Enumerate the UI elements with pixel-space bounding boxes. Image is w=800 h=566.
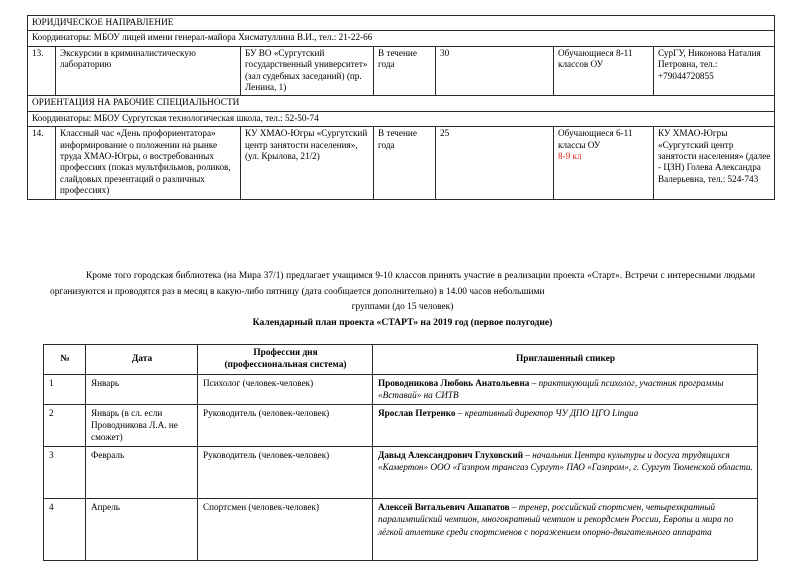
row-speaker-description: начальник Центра культуры и досуга трудящихся «Камертон» ООО «Газпром трансгаз Сургут» ПАО «Газпром», г. Сургут Тюменской области. (378, 449, 753, 473)
table-row (44, 446, 758, 498)
row-place: КУ ХМАО-Югры «Сургутский центр занятости населения», (ул. Крылова, 21/2) (241, 127, 374, 199)
library-paragraph-lastline: группами (до 15 человек) (351, 302, 454, 313)
row-speaker-name: Проводникова Любовь Анатольевна (378, 377, 530, 388)
table-row (28, 127, 775, 199)
row-date: В течение года (374, 46, 436, 96)
row-responsible: КУ ХМАО-Югры «Сургутский центр занятости населения» (далее - ЦЗН) Голева Александра Валерьевна, тел.: 524-743 (654, 127, 775, 199)
section-coordinators-working-specialties: Координаторы: МБОУ Сургутская технологическая школа, тел.: 52-50-74 (28, 111, 775, 126)
row-audience-text: Обучающиеся 6-11 классы ОУ (558, 128, 633, 150)
row-profession: Руководитель (человек-человек) (198, 404, 373, 446)
library-paragraph-text: Кроме того городская библиотека (на Мира 37/1) предлагает учащимся 9-10 классов принять участие в реализации проекта «Старт». Встречи с интересными людьми организуются и проводятся раз в месяц в какую-либо пятницу (дата сообщается дополнительно) в 14.00 часов небольшими (50, 271, 755, 297)
row-place: БУ ВО «Сургутский государственный университет» (зал судебных заседаний) (пр. Ленина, 1) (241, 46, 374, 96)
section-title-working-specialties: ОРИЕНТАЦИЯ НА РАБОЧИЕ СПЕЦИАЛЬНОСТИ (28, 96, 775, 111)
row-audience-text: Обучающиеся 8-11 классов ОУ (558, 47, 633, 70)
directions-table-container (27, 15, 774, 200)
row-audience (554, 127, 654, 199)
row-speaker-dash: – (529, 377, 539, 388)
section-title-legal: ЮРИДИЧЕСКОЕ НАПРАВЛЕНИЕ (28, 16, 775, 31)
row-count: 30 (436, 46, 554, 96)
row-speaker-dash: – (455, 407, 465, 418)
row-number: 4 (44, 498, 86, 560)
plan-title: Календарный план проекта «СТАРТ» на 2019 год (первое полугодие) (252, 317, 553, 328)
start-plan-table-container (43, 344, 757, 561)
row-audience-highlight: 8-9 кл (558, 151, 582, 162)
header-date: Дата (86, 345, 198, 375)
row-event: Экскурсии в криминалистическую лабораторию (56, 46, 241, 96)
row-audience (554, 46, 654, 96)
start-plan-table (43, 344, 758, 561)
table-row (44, 374, 758, 404)
row-profession: Руководитель (человек-человек) (198, 446, 373, 498)
table-header-row (44, 345, 758, 360)
row-event: Классный час «День профориентатора» информирование о положении на рынке труда ХМАО-Югры, о востребованных профессиях (показ мультфильмов, роликов, слайдовых презентаций о различных профессиях) (56, 127, 241, 199)
row-date: В течение года (374, 127, 436, 199)
section-coordinators-row (28, 111, 775, 126)
row-number: 13. (28, 46, 56, 96)
row-speaker-name: Алексей Витальевич Ашапатов (378, 501, 510, 512)
row-date: Апрель (86, 498, 198, 560)
section-coordinators-row (28, 31, 775, 46)
row-profession: Спортсмен (человек-человек) (198, 498, 373, 560)
row-speaker (373, 404, 758, 446)
library-paragraph (50, 269, 755, 316)
row-speaker-description: практикующий психолог, участник программы «Вставай» на СИТВ (378, 377, 724, 401)
row-speaker (373, 374, 758, 404)
header-speaker: Приглашенный спикер (373, 345, 758, 375)
row-responsible: СурГУ, Никонова Наталия Петровна, тел.: +79044720855 (654, 46, 775, 96)
header-number: № (44, 345, 86, 375)
row-speaker-description: тренер, российский спортсмен, четырехкратный паралимпийский чемпион, многократный чемпион и рекордсмен России, Европы и мира по лёгкой атлетике среди спортсменов с поражением опорно-двигательного аппарата (378, 501, 734, 537)
table-row (44, 404, 758, 446)
section-title-row (28, 96, 775, 111)
row-date: Январь (86, 374, 198, 404)
row-speaker-dash: – (523, 449, 533, 460)
row-date: Январь (в сл. если Проводникова Л.А. не сможет) (86, 404, 198, 446)
table-row (44, 498, 758, 560)
row-speaker-name: Давыд Александрович Глуховский (378, 449, 524, 460)
row-number: 1 (44, 374, 86, 404)
row-number: 2 (44, 404, 86, 446)
header-profession-line1: Профессия дня (198, 345, 373, 360)
directions-table (27, 15, 775, 200)
row-speaker-name: Ярослав Петренко (378, 407, 456, 418)
row-speaker-description: креативный директор ЧУ ДПО ЦГО Lingua (464, 407, 639, 418)
section-coordinators-legal: Координаторы: МБОУ лицей имени генерал-майора Хисматуллина В.И., тел.: 21-22-66 (28, 31, 775, 46)
row-date: Февраль (86, 446, 198, 498)
row-speaker (373, 498, 758, 560)
header-profession-line2: (профессиональная система) (198, 359, 373, 374)
table-row (28, 46, 775, 96)
row-number: 14. (28, 127, 56, 199)
row-speaker (373, 446, 758, 498)
row-count: 25 (436, 127, 554, 199)
row-profession: Психолог (человек-человек) (198, 374, 373, 404)
row-number: 3 (44, 446, 86, 498)
section-title-row (28, 16, 775, 31)
row-speaker-dash: – (509, 501, 519, 512)
